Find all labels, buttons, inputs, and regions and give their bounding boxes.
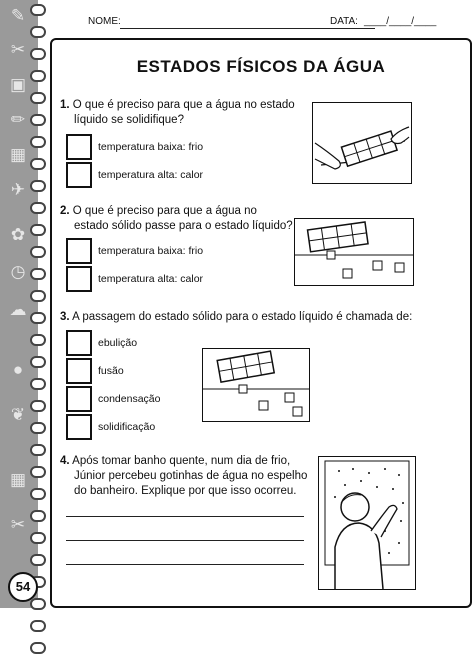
question-text: Júnior percebeu gotinhas de água no espelho: [74, 470, 308, 482]
name-field[interactable]: [120, 28, 375, 29]
answer-line[interactable]: [66, 564, 304, 565]
option-label: fusão: [98, 365, 124, 377]
pencil-icon: ✏: [10, 110, 26, 129]
bus-icon: ▣: [9, 75, 27, 94]
question-text: líquido se solidifique?: [74, 114, 184, 126]
date-label: DATA:: [330, 16, 358, 27]
option-q1-a[interactable]: [66, 134, 203, 160]
question-number: 3.: [60, 311, 70, 323]
question-text: Após tomar banho quente, num dia de frio,: [72, 455, 291, 467]
clock-icon: ◷: [10, 262, 26, 281]
building-icon: ▦: [9, 470, 27, 489]
option-label: temperatura alta: calor: [98, 169, 204, 181]
ice-melting-illustration: [294, 218, 414, 286]
question-2: [60, 204, 293, 234]
question-text: O que é preciso para que a água no estado: [72, 99, 295, 111]
checkbox[interactable]: [66, 330, 92, 356]
scissors-icon: ✂: [10, 40, 26, 59]
option-label: temperatura baixa: frio: [98, 245, 204, 257]
page-number: 54: [8, 572, 38, 602]
checkbox[interactable]: [66, 386, 92, 412]
checkbox[interactable]: [66, 238, 92, 264]
name-label: NOME:: [88, 16, 121, 27]
flower-icon: ✿: [10, 225, 26, 244]
option-q2-b[interactable]: [66, 266, 203, 292]
building-icon: ▦: [9, 145, 27, 164]
option-q3-b[interactable]: [66, 358, 124, 384]
option-q3-c[interactable]: [66, 386, 160, 412]
checkbox[interactable]: [66, 162, 92, 188]
worksheet-header: [62, 12, 462, 32]
question-1: [60, 98, 295, 128]
option-label: ebulição: [98, 337, 138, 349]
cloud-icon: ☁: [9, 300, 27, 319]
worksheet: [50, 38, 472, 608]
apple-icon: ●: [12, 360, 24, 379]
checkbox[interactable]: [66, 134, 92, 160]
option-q3-d[interactable]: [66, 414, 155, 440]
checkbox[interactable]: [66, 414, 92, 440]
answer-line[interactable]: [66, 540, 304, 541]
checkbox[interactable]: [66, 358, 92, 384]
option-label: solidificação: [98, 421, 156, 433]
ice-tray-hands-illustration: [312, 102, 412, 184]
option-label: temperatura baixa: frio: [98, 141, 204, 153]
option-q1-b[interactable]: [66, 162, 203, 188]
ice-melting-illustration-2: [202, 348, 310, 422]
option-q2-a[interactable]: [66, 238, 203, 264]
question-number: 4.: [60, 455, 70, 467]
option-q3-a[interactable]: [66, 330, 137, 356]
checkbox[interactable]: [66, 266, 92, 292]
question-number: 2.: [60, 205, 70, 217]
question-4: [60, 454, 307, 499]
scissors-icon: ✂: [10, 515, 26, 534]
date-field[interactable]: ____/____/____: [364, 16, 437, 27]
airplane-icon: ✈: [10, 180, 26, 199]
question-text: do banheiro. Explique por que isso ocorreu.: [74, 485, 297, 497]
option-label: temperatura alta: calor: [98, 273, 204, 285]
question-text: O que é preciso para que a água no: [72, 205, 257, 217]
page-title: ESTADOS FÍSICOS DA ÁGUA: [136, 57, 386, 76]
option-label: condensação: [98, 393, 161, 405]
question-text: estado sólido passe para o estado líquido?: [74, 220, 293, 232]
boy-mirror-illustration: [318, 456, 416, 590]
question-3: [60, 310, 412, 325]
question-text: A passagem do estado sólido para o estado líquido é chamada de:: [72, 311, 413, 323]
spiral-binding: [30, 4, 46, 604]
leaf-icon: ❦: [10, 405, 26, 424]
apple-icon: ✎: [10, 6, 26, 25]
question-number: 1.: [60, 99, 70, 111]
answer-line[interactable]: [66, 516, 304, 517]
